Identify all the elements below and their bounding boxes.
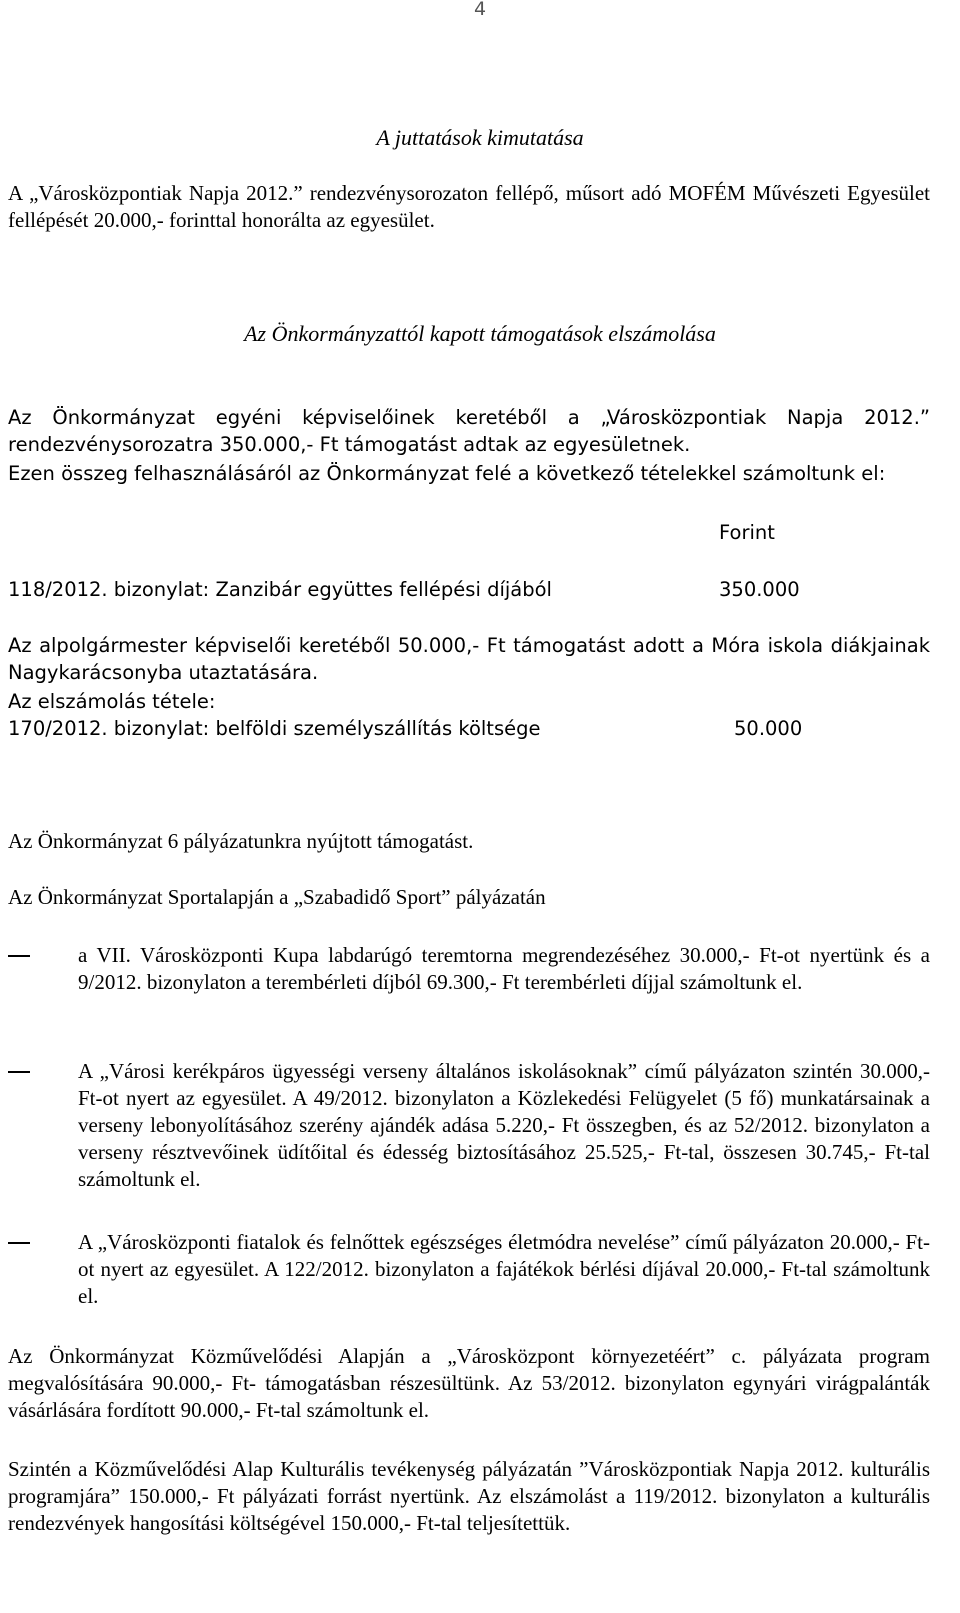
receipt-amount: 50.000 bbox=[734, 717, 803, 740]
dash-bullet-icon bbox=[8, 1071, 30, 1073]
bullet-item bbox=[8, 1058, 930, 1193]
usage-paragraph: Ezen összeg felhasználásáról az Önkormányzat felé a következő tételekkel számoltunk el: bbox=[8, 462, 886, 485]
receipt-row-170 bbox=[8, 715, 930, 742]
settlement-label: Az elszámolás tétele: bbox=[8, 690, 216, 713]
culture-activity-paragraph: Szintén a Közművelődési Alap Kulturális tevékenység pályázatán ”Városközpontiak Napja 2012. kulturális programjára” 150.000,- Ft pályázati forrást nyertünk. Az elszámolást a 119/2012. bizonylaton a kulturális rendezvények hangosítási költségével 150.000,- Ft-tal teljesítettük. bbox=[8, 1457, 930, 1535]
summary-paragraph: Az Önkormányzat 6 pályázatunkra nyújtott támogatást. bbox=[8, 829, 474, 853]
receipt-row-118 bbox=[8, 576, 930, 603]
page-number: 4 bbox=[474, 0, 487, 20]
support-intro-paragraph: Az Önkormányzat egyéni képviselőinek keretéből a „Városközpontiak Napja 2012.” rendezvénysorozatra 350.000,- Ft támogatást adtak az egyesületnek. bbox=[8, 406, 930, 456]
mayor-support-paragraph: Az alpolgármester képviselői keretéből 50.000,- Ft támogatást adott a Móra iskola diákjainak Nagykarácsonyba utaztatására. bbox=[8, 634, 930, 684]
receipt-label: 170/2012. bizonylat: belföldi személyszállítás költsége bbox=[8, 717, 541, 740]
receipt-amount: 350.000 bbox=[719, 578, 800, 601]
bullet-text: A „Városközponti fiatalok és felnőttek egészséges életmódra nevelése” című pályázaton 20.000,- Ft-ot nyert az egyesület. A 122/2012. bizonylaton a fajátékok bérlési díjával 20.000,- Ft-tal számoltunk el. bbox=[78, 1230, 930, 1308]
bullet-item bbox=[8, 942, 930, 996]
culture-fund-paragraph: Az Önkormányzat Közművelődési Alapján a „Városközpont környezetéért” c. pályázata program megvalósítására 90.000,- Ft- támogatásban részesültünk. Az 53/2012. bizonylaton egynyári virágpalánták vásárlására fordított 90.000,- Ft-tal számoltunk el. bbox=[8, 1344, 930, 1422]
section-title-juttatasok: A juttatások kimutatása bbox=[376, 125, 584, 150]
currency-header: Forint bbox=[719, 521, 775, 544]
receipt-label: 118/2012. bizonylat: Zanzibár együttes fellépési díjából bbox=[8, 578, 552, 601]
bullet-text: a VII. Városközponti Kupa labdarúgó teremtorna megrendezéséhez 30.000,- Ft-ot nyertünk és a 9/2012. bizonylaton a terembérleti díjból 69.300,- Ft terembérleti díjjal számoltunk el. bbox=[78, 943, 930, 994]
dash-bullet-icon bbox=[8, 1242, 30, 1244]
section-title-tamogatasok: Az Önkormányzattól kapott támogatások elszámolása bbox=[244, 321, 716, 346]
sport-fund-intro: Az Önkormányzat Sportalapján a „Szabadidő Sport” pályázatán bbox=[8, 885, 546, 909]
bullet-item bbox=[8, 1229, 930, 1310]
dash-bullet-icon bbox=[8, 955, 30, 957]
mofem-paragraph: A „Városközpontiak Napja 2012.” rendezvénysorozaton fellépő, műsort adó MOFÉM Művészeti Egyesület fellépését 20.000,- forinttal honorálta az egyesület. bbox=[8, 181, 930, 232]
bullet-text: A „Városi kerékpáros ügyességi verseny általános iskolásoknak” című pályázaton szintén 30.000,- Ft-ot nyert az egyesület. A 49/2012. bizonylaton a Közlekedési Felügyelet (5 fő) munkatársainak a verseny lebonyolításához szerény ajándék adása 5.220,- Ft összegben, és az 52/2012. bizonylaton a verseny résztvevőinek üdítőital és édesség biztosításához 25.525,- Ft-tal, összesen 30.745,- Ft-tal számoltunk el. bbox=[78, 1059, 930, 1191]
